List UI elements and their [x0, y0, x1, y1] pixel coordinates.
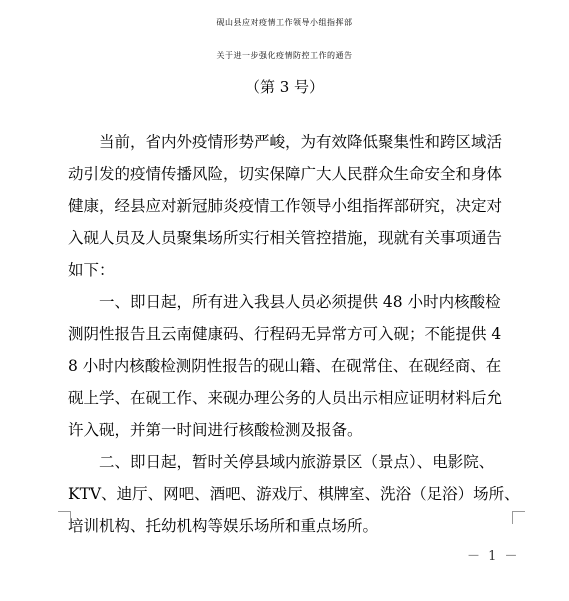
margin-corner-mark-right [512, 511, 525, 524]
body-line: 当前，省内外疫情形势严峻，为有效降低聚集性和跨区域活 [68, 133, 503, 151]
body-line: 一、即日起，所有进入我县人员必须提供 48 小时内核酸检 [68, 293, 501, 311]
body-line: 砚上学、在砚工作、来砚办理公务的人员出示相应证明材料后允 [68, 389, 503, 407]
page-number: － 1 － [467, 549, 520, 564]
body-line: 健康，经县应对新冠肺炎疫情工作领导小组指挥部研究，决定对 [68, 197, 503, 215]
body-line: KTV、迪厅、网吧、酒吧、游戏厅、棋牌室、洗浴（足浴）场所、 [68, 485, 520, 503]
body-line: 许入砚，并第一时间进行核酸检测及报备。 [68, 421, 363, 439]
body-line: 8 小时内核酸检测阴性报告的砚山籍、在砚常住、在砚经商、在 [68, 357, 502, 375]
body-line: 测阴性报告且云南健康码、行程码无异常方可入砚；不能提供 4 [68, 325, 502, 343]
body-line: 如下： [68, 261, 115, 279]
document-title-line-1: 砚山县应对疫情工作领导小组指挥部 [216, 18, 353, 27]
body-line: 二、即日起，暂时关停县域内旅游景区（景点）、电影院、 [68, 453, 495, 471]
margin-corner-mark-left [58, 511, 71, 524]
document-number: （第 3 号） [244, 78, 325, 96]
body-line: 入砚人员及人员聚集场所实行相关管控措施，现就有关事项通告 [68, 229, 503, 247]
body-line: 动引发的疫情传播风险，切实保障广大人民群众生命安全和身体 [68, 165, 503, 183]
document-title-line-2: 关于进一步强化疫情防控工作的通告 [216, 51, 353, 60]
body-line: 培训机构、托幼机构等娱乐场所和重点场所。 [68, 517, 379, 535]
